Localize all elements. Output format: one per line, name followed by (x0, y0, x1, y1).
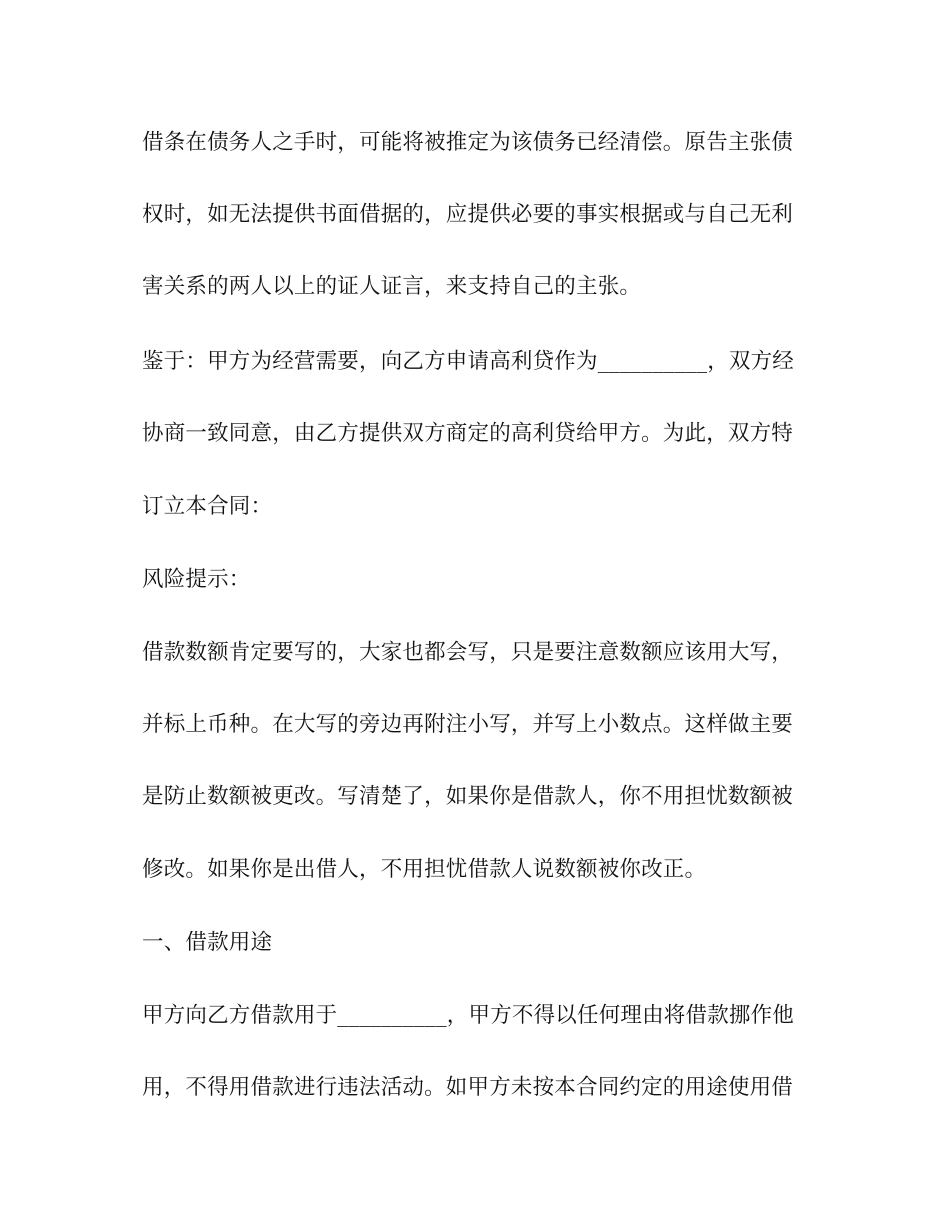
text-line-8: 借款数额肯定要写的，大家也都会写，只是要注意数额应该用大写， (142, 640, 794, 665)
text-line-13: 甲方向乙方借款用于__________，甲方不得以任何理由将借款挪作他 (142, 1003, 795, 1028)
text-line-9: 并标上币种。在大写的旁边再附注小写，并写上小数点。这样做主要 (142, 712, 794, 737)
text-line-1: 借条在债务人之手时，可能将被推定为该债务已经清偿。原告主张债 (142, 130, 794, 155)
text-line-3: 害关系的两人以上的证人证言，来支持自己的主张。 (142, 274, 642, 299)
section-heading-loan-purpose: 一、借款用途 (142, 930, 273, 955)
text-line-4: 鉴于：甲方为经营需要，向乙方申请高利贷作为__________，双方经 (142, 349, 795, 374)
text-line-14: 用，不得用借款进行违法活动。如甲方未按本合同约定的用途使用借 (142, 1075, 794, 1100)
text-line-6: 订立本合同： (142, 494, 273, 519)
text-line-10: 是防止数额被更改。写清楚了，如果你是借款人，你不用担忧数额被 (142, 784, 794, 809)
section-heading-risk: 风险提示： (142, 567, 251, 592)
text-line-2: 权时，如无法提供书面借据的，应提供必要的事实根据或与自己无利 (142, 202, 794, 227)
text-line-5: 协商一致同意，由乙方提供双方商定的高利贷给甲方。为此，双方特 (142, 421, 794, 446)
text-line-11: 修改。如果你是出借人，不用担忧借款人说数额被你改正。 (142, 857, 707, 882)
